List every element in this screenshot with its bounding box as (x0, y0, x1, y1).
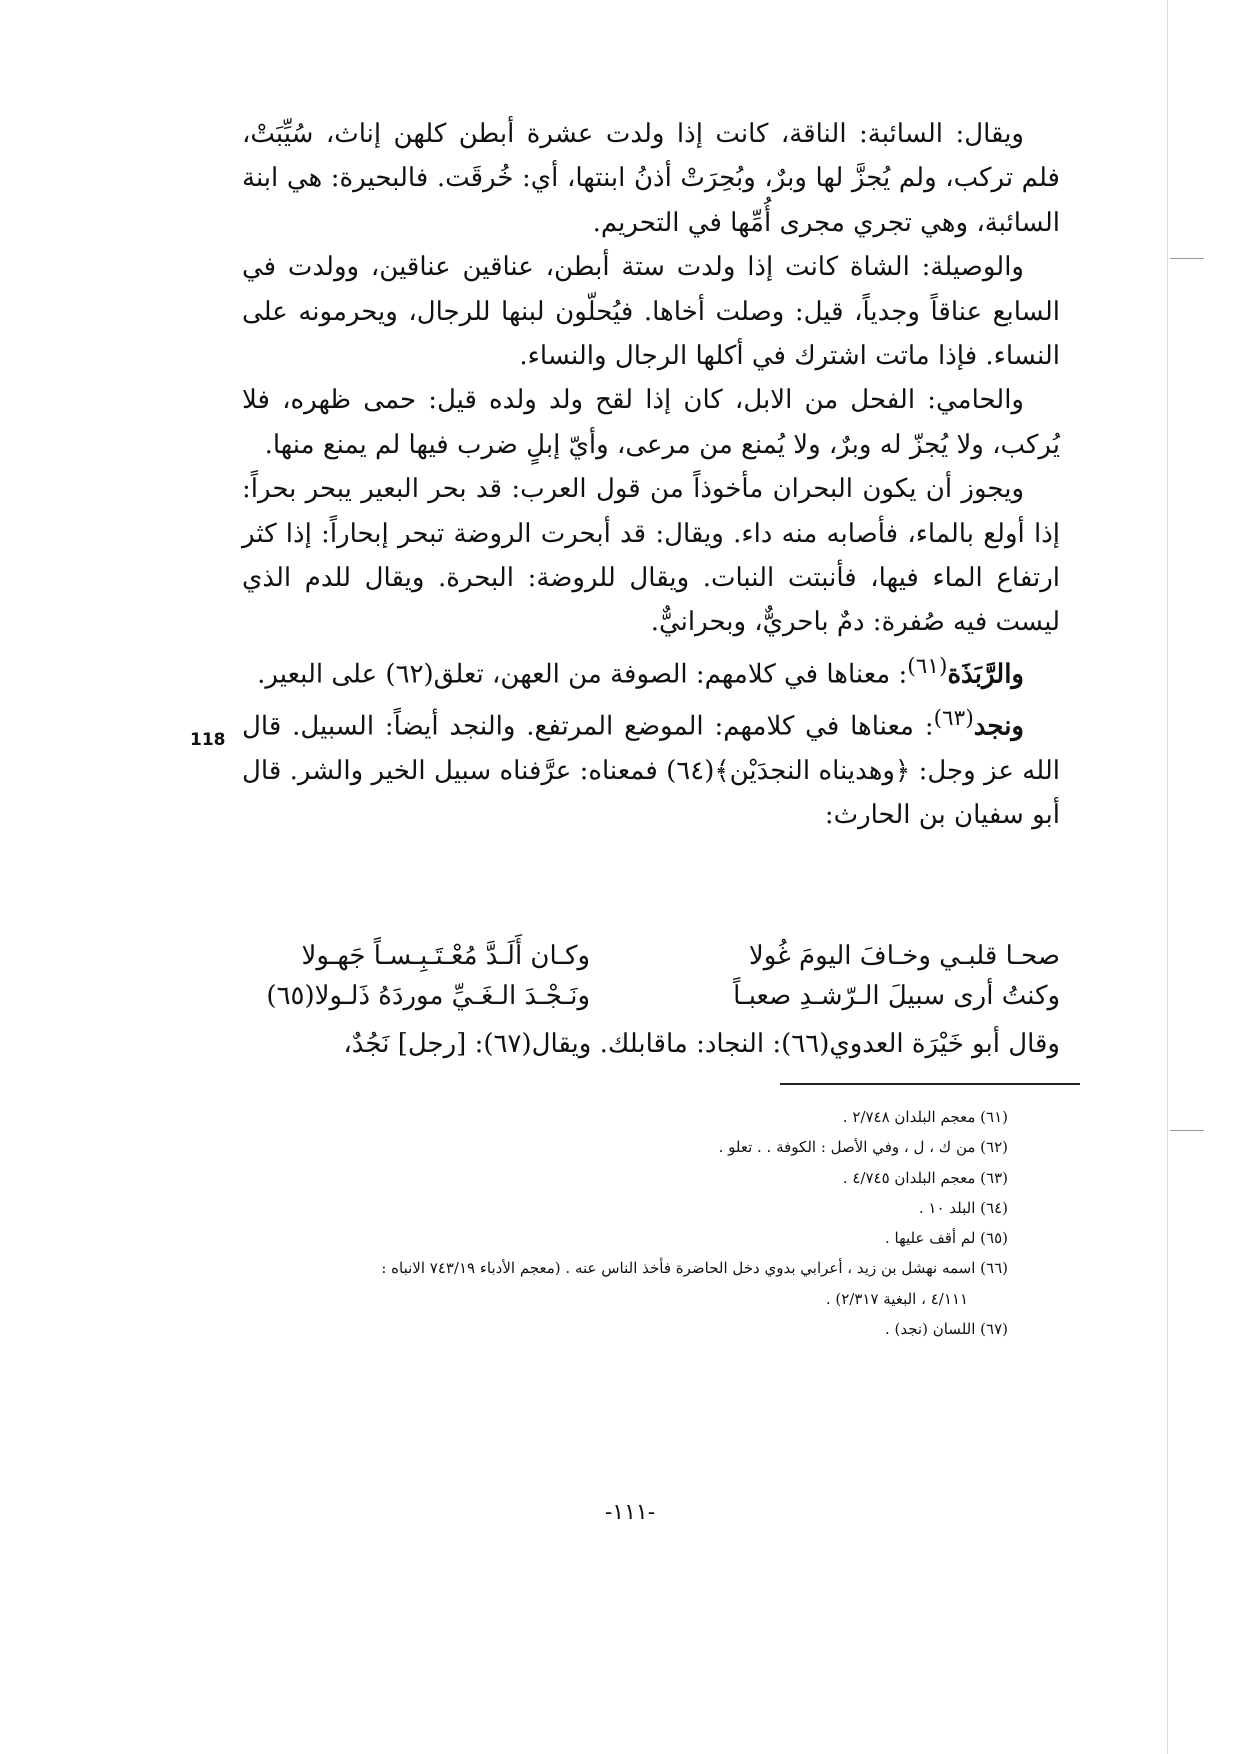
paragraph-text: : معناها في كلامهم: الموضع المرتفع. والنجد أيضاً: السبيل. قال الله عز وجل: ﴿وهديناه النجدَيْن﴾(٦٤) فمعناه: عرَّفناه سبيل الخير والشر. قال أبو سفيان بن الحارث: (242, 711, 1060, 831)
main-text (242, 112, 1060, 838)
paragraph-hami: والحامي: الفحل من الابل، كان إذا لقح ولد ولده قيل: حمى ظهره، فلا يُركب، ولا يُجزّ له وبرٌ، ولا يُمنع من مرعى، وأيّ إبلٍ ضرب فيها لم يمنع منها. (242, 385, 1060, 460)
footnote-62: (٦٢) من ك ، ل ، وفي الأصل : الكوفة . . تعلو . (718, 1138, 1008, 1157)
footnote-rule (780, 1083, 1080, 1085)
footnote-61: (٦١) معجم البلدان ٢/٧٤٨ . (842, 1108, 1008, 1126)
poem-verse-left: ونَـجْـدَ الـغَـيِّ موردَهُ ذَلـولا(٦٥) (266, 981, 590, 1011)
closing-line: وقال أبو خَيْرَة العدوي(٦٦): النجاد: ماقابلك. ويقال(٦٧): [رجل] نَجُدٌ، (343, 1029, 1060, 1059)
edge-mark (1170, 1130, 1204, 1131)
page-number: -١١١- (604, 1500, 656, 1525)
margin-page-number: 118 (190, 730, 226, 750)
footnote-66-continued: ٤/١١١ ، البغية ٢/٣١٧) . (825, 1289, 968, 1308)
paragraph-rabadha (242, 645, 1060, 697)
headword-rabadha: والرَّبَذَة (947, 659, 1024, 690)
paragraph-buhran: ويجوز أن يكون البحران مأخوذاً من قول العرب: قد بحر البعير يبحر بحراً: إذا أولع بالماء، فأصابه منه داء. ويقال: قد أبحرت الروضة تبحر إبحاراً: إذا كثر ارتفاع الماء فيها، فأنبتت النبات. ويقال للروضة: البحرة. ويقال للدم الذي ليست فيه صُفرة: دمٌ باحريٌّ، وبحرانيٌّ. (242, 474, 1060, 638)
scan-edge-line (1167, 0, 1168, 1754)
headword-najd: ونجد (973, 711, 1024, 742)
paragraph-wasila: والوصيلة: الشاة كانت إذا ولدت ستة أبطن، عناقين عناقين، وولدت في السابع عناقاً وجدياً، قيل: وصلت أخاها. فيُحلّون لبنها للرجال، ويحرمونه على النساء. فإذا ماتت اشترك في أكلها الرجال والنساء. (242, 252, 1060, 372)
footnote-64: (٦٤) البلد ١٠ . (918, 1198, 1008, 1217)
footnote-66: (٦٦) اسمه نهشل بن زيد ، أعرابي بدوي دخل الحاضرة فأخذ الناس عنه . (معجم الأدباء ٧٤٣/١٩ الانباه : (381, 1259, 1008, 1278)
poem-verse-right: وكنتُ أرى سبيلَ الـرّشـدِ صعبـاً (733, 981, 1060, 1011)
paragraph-najd (242, 697, 1060, 838)
paragraph-text: : معناها في كلامهم: الصوفة من العهن، تعلق(٦٢) على البعير. (257, 659, 908, 690)
footnote-63: (٦٣) معجم البلدان ٤/٧٤٥ . (842, 1168, 1008, 1187)
footnote-65: (٦٥) لم أقف عليها . (884, 1229, 1008, 1248)
footnote-67: (٦٧) اللسان (نجد) . (884, 1320, 1008, 1339)
paragraph-saiba: ويقال: السائبة: الناقة، كانت إذا ولدت عشرة أبطن كلهن إناث، سُيِّبَتْ، فلم تركب، ولم يُجزَّ لها وبرٌ، وبُحِرَتْ أذنُ ابنتها، أي: خُرقَت. فالبحيرة: هي ابنة السائبة، وهي تجري مجرى أُمِّها في التحريم. (242, 119, 1060, 238)
footnote-ref: (٦٣) (933, 705, 974, 731)
footnotes (240, 1102, 1068, 1344)
poem-verse-left: وكـان أَلَـدَّ مُعْـتَـبِـسـاً جَهـولا (301, 941, 590, 971)
footnote-ref: (٦١) (907, 653, 948, 679)
edge-mark (1170, 258, 1204, 259)
poem-verse-right: صحـا قلبـي وخـافَ اليومَ غُولا (748, 941, 1060, 971)
